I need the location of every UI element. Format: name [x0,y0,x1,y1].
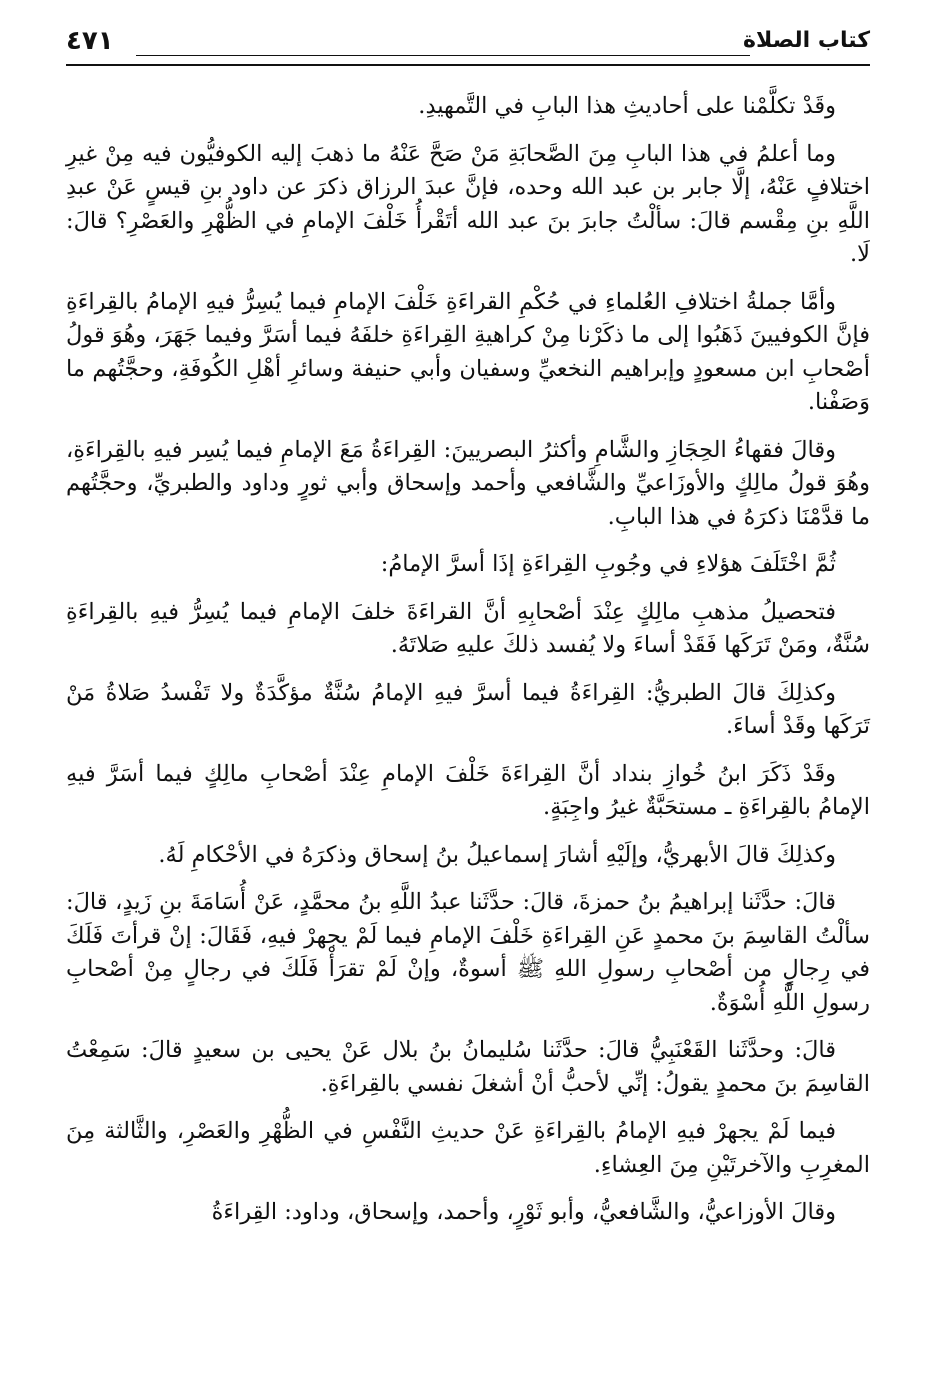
paragraph: قالَ: وحدَّثَنا القَعْنَبِيُّ قالَ: حدَّثَنا سُليمانُ بنُ بلال عَنْ يحيى بن سعيدٍ قالَ: سَمِعْتُ القاسِمَ بنَ محمدٍ يقولُ: إنِّي لأحبُّ أنْ أشغلَ نفسي بالقِراءَةِ. [66,1037,870,1097]
paragraph: وقالَ الأوزاعيُّ، والشَّافعيُّ، وأبو ثَوْرٍ، وأحمد، وإسحاق، وداود: القِراءَةُ [211,1199,836,1225]
page-number: ٤٧١ [66,26,114,56]
paragraph: وما أعلمُ في هذا البابِ مِنَ الصَّحابَةِ مَنْ صَحَّ عَنْهُ ما ذهبَ إليه الكوفيُّون فيه مِنْ غيرِ اختلافٍ عَنْهُ، إلَّا جابر بن عبد الله وحده، فإنَّ عبدَ الرزاق ذكرَ عن داود بنِ قيسٍ عَنْ عبدِ اللَّهِ بنِ مِقْسم قالَ: سألْتُ جابرَ بنَ عبد الله أتَقْرأُ خَلْفَ الإمامِ في الظُّهْرِ والعَصْرِ؟ قالَ: لَا. [66,140,870,267]
paragraph: قالَ: حدَّثَنا إبراهيمُ بنُ حمزةَ، قالَ: حدَّثَنا عبدُ اللَّهِ بنُ محمَّدٍ، عَنْ أُسَامَةَ بنِ زَيدٍ، قالَ: سألْتُ القاسِمَ بنَ محمدٍ عَنِ القِراءَةِ خَلْفَ الإمامِ فيما لَمْ يجهرْ فيهِ، فَقَالَ: إنْ قرأتَ فَلَكَ في رِجالٍ من أصْحابِ رسولِ اللهِ ﷺ أسوةٌ، وإنْ لَمْ تقرَأْ فَلَكَ في رجالٍ مِنْ أصْحابِ رسولِ اللَّهِ أُسْوَةٌ. [66,889,870,1016]
running-title: كتاب الصلاة [743,28,870,53]
paragraph: فيما لَمْ يجهرْ فيهِ الإمامُ بالقِراءَةِ عَنْ حديثِ النَّفْسِ في الظُّهْرِ والعَصْرِ، والثَّالثة مِنَ المغرِبِ والآخرتَيْنِ مِنَ العِشاءِ. [66,1118,870,1178]
paragraph: وقَدْ تكلَّمْنا على أحاديثِ هذا البابِ في التَّمهيدِ. [418,93,836,119]
paragraph: وقَدْ ذَكَرَ ابنُ خُوازِ بنداد أنَّ القِراءَةَ خَلْفَ الإمامِ عِنْدَ أصْحابِ مالِكٍ فيما أسَرَّ فيهِ الإمامُ بالقِراءَةِ ـ مستحَبَّةٌ غيرُ واجِبَةٍ. [66,760,870,820]
paragraph: وكذلِكَ قالَ الأبهريُّ، وإلَيْهِ أشارَ إسماعيلُ بنُ إسحاق وذكرَهُ في الأحْكامِ لَهُ. [158,841,836,868]
paragraph: وأمَّا جملةُ اختلافِ العُلماءِ في حُكْمِ القراءَةِ خَلْفَ الإمامِ فيما يُسِرُّ فيهِ الإمامُ بالقِراءَةِ فإنَّ الكوفيينَ ذَهَبُوا إلى ما ذكَرْنا مِنْ كراهيةِ القِراءَةِ خلفَهُ فيما أسَرَّ وفيما جَهَرَ، وهُوَ قولُ أصْحابِ ابن مسعودٍ وإبراهيم النخعيِّ وسفيان وأبي حنيفة وسائرِ أهْلِ الكُوفَةِ، وحجَّتُهم ما وَصَفْنا. [66,288,870,415]
paragraph: وقالَ فقهاءُ الحِجَازِ والشَّامِ وأكثرُ البصريينَ: القِراءَةُ مَعَ الإمامِ فيما يُسِر فيهِ بالقِراءَةِ، وهُوَ قولُ مالِكٍ والأوزَاعيِّ والشَّافعي وأحمد وإسحاق وأبي ثورٍ وداود والطبريِّ، وحجَّتُهم ما قدَّمْنَا ذكرَهُ في هذا البابِ. [66,436,870,530]
paragraph: فتحصيلُ مذهبِ مالِكٍ عِنْدَ أصْحابِهِ أنَّ القراءَةَ خلفَ الإمامِ فيما يُسِرُّ فيهِ بالقِراءَةِ سُنَّةٌ، ومَنْ تَرَكَها فَقَدْ أساءَ ولا يُفسد ذلكَ عليهِ صَلاتَهُ. [66,598,870,658]
book-page [66,24,870,1374]
paragraph: وكذلِكَ قالَ الطبريُّ: القِراءَةُ فيما أسرَّ فيهِ الإمامُ سُنَّةٌ مؤكَّدَةٌ ولا تَفْسدُ صَلاةُ مَنْ تَرَكَها وقَدْ أساءَ. [66,679,870,739]
header-rule [136,55,750,56]
paragraph: ثُمَّ اخْتَلَفَ هؤلاءِ في وجُوبِ القِراءَةِ إذَا أسرَّ الإمامُ: [380,551,836,577]
page-body [66,90,870,1230]
page-header [66,24,870,66]
